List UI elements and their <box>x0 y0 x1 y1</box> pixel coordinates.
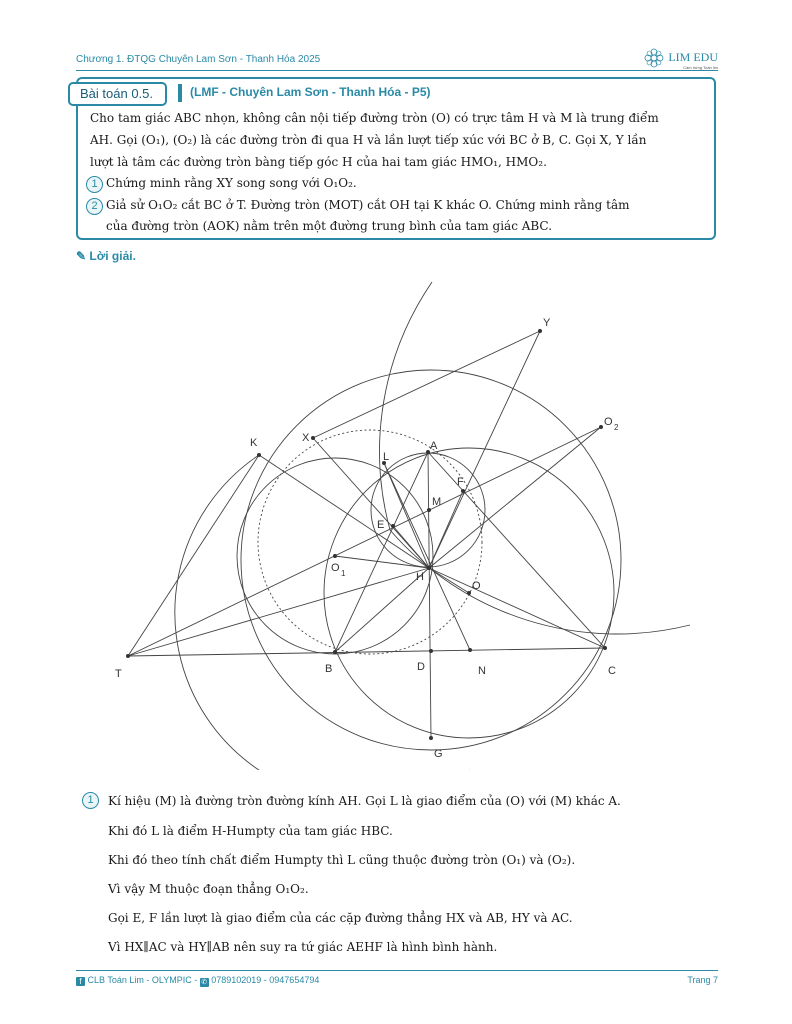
label-O1: O <box>331 562 340 574</box>
item-text: của đường tròn (AOK) nằm trên một đường trung bình của tam giác ABC. <box>106 219 553 233</box>
point-D <box>429 649 433 653</box>
point-O2 <box>599 425 603 429</box>
point-N <box>468 648 472 652</box>
label-K: K <box>250 437 258 449</box>
label-N: N <box>478 665 486 677</box>
label-F: F <box>457 476 464 488</box>
label-H: H <box>416 571 424 583</box>
solution-heading: ✎ Lời giải. <box>76 249 136 263</box>
point-X <box>311 436 315 440</box>
page-number: Trang 7 <box>687 975 718 985</box>
point-O <box>467 591 471 595</box>
label-E: E <box>377 519 385 531</box>
page-header <box>76 52 718 72</box>
header-divider <box>76 70 718 71</box>
label-O2: O <box>604 416 613 428</box>
label-D: D <box>417 661 425 673</box>
lim-edu-logo <box>643 46 718 70</box>
line-TK <box>128 455 259 656</box>
point-M <box>427 508 431 512</box>
problem-box <box>76 77 716 240</box>
point-H <box>427 566 431 570</box>
line-AC <box>428 452 605 648</box>
circle-O2 <box>241 370 621 750</box>
solution-line: Khi đó theo tính chất điểm Humpty thì L cũng thuộc đường tròn (O₁) và (O₂). <box>108 853 576 867</box>
problem-tag-bar <box>178 84 182 102</box>
label-Y: Y <box>543 317 551 329</box>
label-C: C <box>608 665 616 677</box>
problem-item-1 <box>91 173 706 194</box>
line-AG <box>428 452 431 738</box>
geometry-figure <box>100 270 700 770</box>
label-L: L <box>383 451 390 463</box>
line-TO2 <box>128 427 601 656</box>
point-C <box>603 646 607 650</box>
point-F <box>461 489 465 493</box>
line-XY <box>313 331 540 438</box>
label-X: X <box>302 432 310 444</box>
line-HB <box>335 568 429 652</box>
statement-line: lượt là tâm các đường tròn bàng tiếp góc H của hai tam giác HMO₁, HMO₂. <box>90 155 547 169</box>
facebook-icon: f <box>76 977 85 986</box>
statement-line: Cho tam giác ABC nhọn, không cân nội tiếp đường tròn (O) có trực tâm H và M là trung điểm <box>90 111 659 125</box>
logo-text: LIM EDU <box>668 50 718 64</box>
solution-line: Kí hiệu (M) là đường tròn đường kính AH. Gọi L là giao điểm của (O) với (M) khác A. <box>108 794 621 808</box>
arc-T <box>175 455 470 770</box>
line-O1H <box>335 556 429 568</box>
problem-statement <box>90 107 704 173</box>
line-LN <box>384 463 470 650</box>
chapter-title: Chương 1. ĐTQG Chuyên Lam Sơn - Thanh Hóa 2025 <box>76 54 321 65</box>
solution-part-number: 1 <box>82 792 99 809</box>
solution-line: Gọi E, F lần lượt là giao điểm của các cặp đường thẳng HX và AB, HY và AC. <box>108 911 573 925</box>
footer-divider <box>76 970 718 971</box>
arc-big <box>380 282 690 634</box>
item-text: Chứng minh rằng XY song song với O₁O₂. <box>106 176 357 190</box>
solution-line: Khi đó L là điểm H-Humpty của tam giác HBC. <box>108 824 393 838</box>
footer-club: CLB Toán Lim - OLYMPIC - <box>87 975 200 985</box>
item-number: 2 <box>86 198 103 215</box>
problem-tag: Bài toán 0.5. <box>68 82 167 106</box>
item-text: Giả sử O₁O₂ cắt BC ở T. Đường tròn (MOT) cắt OH tại K khác O. Chứng minh rằng tâm <box>106 198 630 212</box>
footer-contact <box>76 975 319 987</box>
phone-icon: ✆ <box>201 979 208 986</box>
line-HO <box>429 568 469 593</box>
point-B <box>333 650 337 654</box>
footer-phones: 0789102019 - 0947654794 <box>211 975 320 985</box>
label-O1-sub: 1 <box>341 569 346 578</box>
problem-item-2 <box>91 195 706 237</box>
label-G: G <box>434 748 443 760</box>
point-O1 <box>333 554 337 558</box>
pencil-icon: ✎ <box>76 249 87 263</box>
point-E <box>391 524 395 528</box>
label-O2-sub: 2 <box>614 423 619 432</box>
label-A: A <box>430 440 438 452</box>
line-AB <box>335 452 428 652</box>
statement-line: AH. Gọi (O₁), (O₂) là các đường tròn đi qua H và lần lượt tiếp xúc với BC ở B, C. Gọi X, Y lần <box>90 133 647 147</box>
point-K <box>257 453 261 457</box>
label-B: B <box>325 663 333 675</box>
line-EH <box>393 526 429 568</box>
point-G <box>429 736 433 740</box>
label-M: M <box>432 496 442 508</box>
problem-source: (LMF - Chuyên Lam Sơn - Thanh Hóa - P5) <box>190 85 431 99</box>
line-HC <box>429 568 605 648</box>
item-number: 1 <box>86 176 103 193</box>
point-T <box>126 654 130 658</box>
logo-flower-icon <box>643 47 665 69</box>
line-TH <box>128 568 429 656</box>
label-O: O <box>472 580 481 592</box>
solution-line: Vì HX∥AC và HY∥AB nên suy ra tứ giác AEHF là hình bình hành. <box>108 940 498 954</box>
label-T: T <box>115 668 122 680</box>
point-Y <box>538 329 542 333</box>
solution-line: Vì vậy M thuộc đoạn thẳng O₁O₂. <box>108 882 309 896</box>
logo-subtext: Cảm hứng Toán lim <box>683 65 718 70</box>
